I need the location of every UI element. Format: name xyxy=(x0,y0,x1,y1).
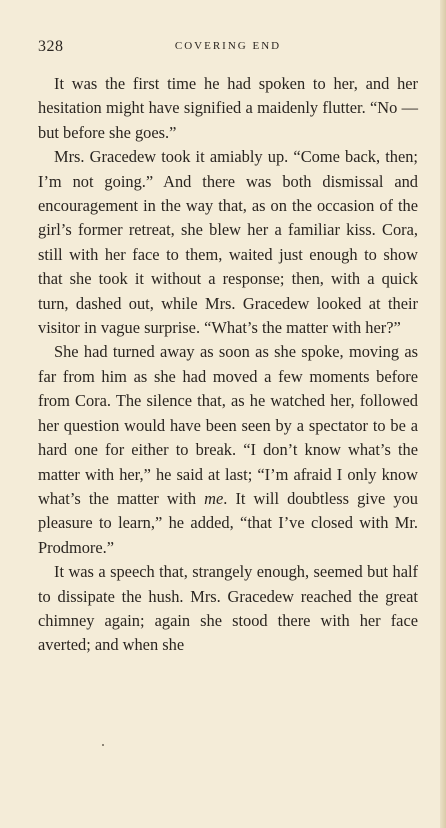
emphasis-text: me xyxy=(204,488,224,508)
paragraph-text: . It will doubtless give you pleasure to learn,” he added, “that I’ve closed with Mr. Prodmore.” xyxy=(38,488,418,557)
page-number: 328 xyxy=(38,38,64,55)
page-edge-shadow xyxy=(440,0,446,828)
running-head: COVERING END xyxy=(174,40,282,52)
paragraph xyxy=(38,340,418,560)
body-text xyxy=(38,72,418,658)
paragraph: It was a speech that, strangely enough, seemed but half to dissipate the hush. Mrs. Gracedew reached the great chimney again; again she stood there with her face averted; and when she xyxy=(38,562,418,655)
ink-speck xyxy=(102,744,104,746)
paragraph-text: She had turned away as soon as she spoke, moving as far from him as she had moved a few moments before from Cora. The silence that, as he watched her, followed her question would have been seen by a spectator to be a hard one for either to break. “I don’t know what’s the matter with her,” he said at last; “I’m afraid I only know what’s the matter with xyxy=(38,342,418,508)
paragraph: It was the first time he had spoken to her, and her hesitation might have signified a maidenly flutter. “No — but before she goes.” xyxy=(38,74,418,142)
page-header xyxy=(38,38,418,58)
paragraph: Mrs. Gracedew took it amiably up. “Come back, then; I’m not going.” And there was both dismissal and encouragement in the way that, as on the occasion of the girl’s former retreat, she blew her a familiar kiss. Cora, still with her face to them, waited just enough to show that she took it without a response; then, with a quick turn, dashed out, while Mrs. Gracedew looked at their visitor in vague surprise. “What’s the matter with her?” xyxy=(38,147,418,338)
